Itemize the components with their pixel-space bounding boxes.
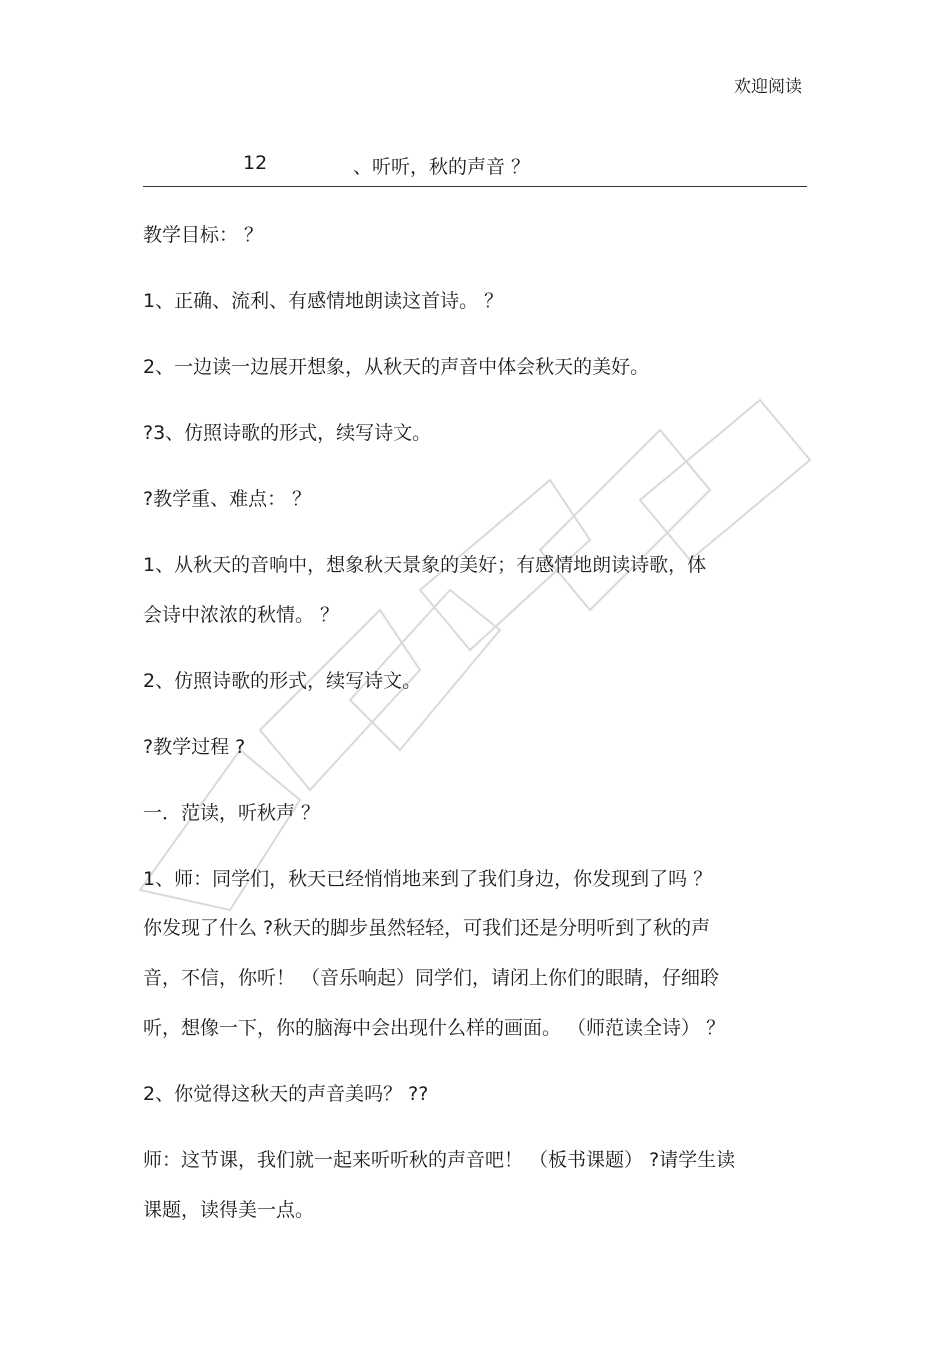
line-6: 会诗中浓浓的秋情。 ？ [143, 604, 340, 626]
watermark-graphic [120, 370, 820, 930]
line-11: 你发现了什么 ?秋天的脚步虽然轻轻，可我们还是分明听到了秋的声 [143, 917, 711, 939]
line-0: 教学目标： ？ [143, 224, 264, 246]
line-14: 2、你觉得这秋天的声音美吗？ ?? [143, 1083, 429, 1105]
title-text: 、听听，秋的声音 ？ [353, 156, 531, 178]
line-5: 1、从秋天的音响中，想象秋天景象的美好；有感情地朗读诗歌，体 [143, 554, 707, 576]
line-7: 2、仿照诗歌的形式，续写诗文。 [143, 670, 422, 692]
header-note: 欢迎阅读 [734, 77, 802, 97]
line-16: 课题，读得美一点。 [143, 1199, 315, 1221]
line-15: 师：这节课，我们就一起来听听秋的声音吧！ （板书课题） ?请学生读 [143, 1149, 736, 1171]
title-row [143, 148, 807, 187]
title-number: 12 [243, 152, 268, 174]
line-8: ?教学过程 ? [143, 736, 246, 758]
line-13: 听，想像一下，你的脑海中会出现什么样的画面。 （师范读全诗） ？ [143, 1017, 726, 1039]
line-12: 音，不信，你听！ （音乐响起）同学们，请闭上你们的眼睛，仔细聆 [143, 967, 720, 989]
line-9: 一．范读，听秋声 ？ [143, 802, 321, 824]
line-2: 2、一边读一边展开想象，从秋天的声音中体会秋天的美好。 [143, 356, 650, 378]
line-1: 1、正确、流利、有感情地朗读这首诗。 ？ [143, 290, 504, 312]
line-4: ?教学重、难点： ？ [143, 488, 312, 510]
line-10: 1、师：同学们，秋天已经悄悄地来到了我们身边，你发现到了吗 ？ [143, 868, 713, 890]
line-3: ?3、仿照诗歌的形式，续写诗文。 [143, 422, 432, 444]
